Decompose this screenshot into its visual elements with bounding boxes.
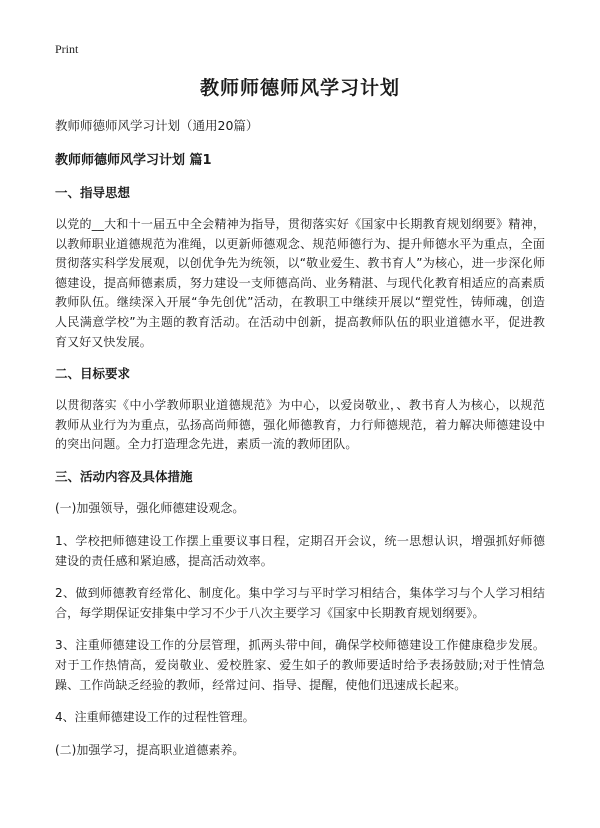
list-item-4: 4、注重师德建设工作的过程性管理。 (55, 710, 255, 725)
heading-activities: 三、活动内容及具体措施 (55, 468, 193, 484)
list-item-1: 1、学校把师德建设工作摆上重要议事日程，定期召开会议，统一思想认识，增强抓好师德建设的责任感和紧迫感，提高活动效率。 (55, 533, 545, 568)
section-title: 教师师德师风学习计划 篇1 (55, 153, 212, 168)
list-item-2: 2、做到师德教育经常化、制度化。集中学习与平时学习相结合，集体学习与个人学习相结合，每学期保证安排集中学习不少于八次主要学习《国家中长期教育规划纲要》。 (55, 586, 545, 620)
paragraph-guiding-ideology: 以党的__大和十一届五中全会精神为指导，贯彻落实好《国家中长期教育规划纲要》精神，以教师职业道德规范为准绳，以更新师德观念、规范师德行为、提升师德水平为重点，全面贯彻落实科学发展观，以创优争先为统领，以“敬业爱生、教书育人”为核心，进一步深化师德建设，提高师德素质，努力建设一支师德高尚、业务精湛、与现代化教育相适应的高素质教师队伍。继续深入开展“争先创优”活动，在教职工中继续开展以“塑党性，铸师魂，创造人民满意学校”为主题的教育活动。在活动中创新，提高教师队伍的职业道德水平，促进教育又好又快发展。 (55, 217, 545, 349)
paragraph-goals: 以贯彻落实《中小学教师职业道德规范》为中心，以爱岗敬业，、教书育人为核心，以规范教师从业行为为重点，弘扬高尚师德，强化师德教育，力行师德规范，着力解决师德建设中的突出问题。全力打造理念先进，素质一流的教师团队。 (55, 398, 545, 452)
print-label[interactable]: Print (55, 42, 79, 56)
subheading-study: (二)加强学习，提高职业道德素养。 (55, 743, 245, 758)
document-title: 教师师德师风学习计划 (199, 77, 400, 99)
list-item-3: 3、注重师德建设工作的分层管理，抓两头带中间，确保学校师德建设工作健康稳步发展。对于工作热情高，爱岗敬业、爱校胜家、爱生如子的教师要适时给予表扬鼓励;对于性情急躁、工作尚缺乏经验的教师，经常过问、指导、提醒，使他们迅速成长起来。 (55, 638, 545, 692)
subheading-leadership: (一)加强领导，强化师德建设观念。 (55, 500, 245, 515)
heading-guiding-ideology: 一、指导思想 (55, 185, 131, 200)
heading-goals: 二、目标要求 (55, 366, 131, 382)
document-subtitle: 教师师德师风学习计划（通用20篇） (55, 118, 259, 133)
